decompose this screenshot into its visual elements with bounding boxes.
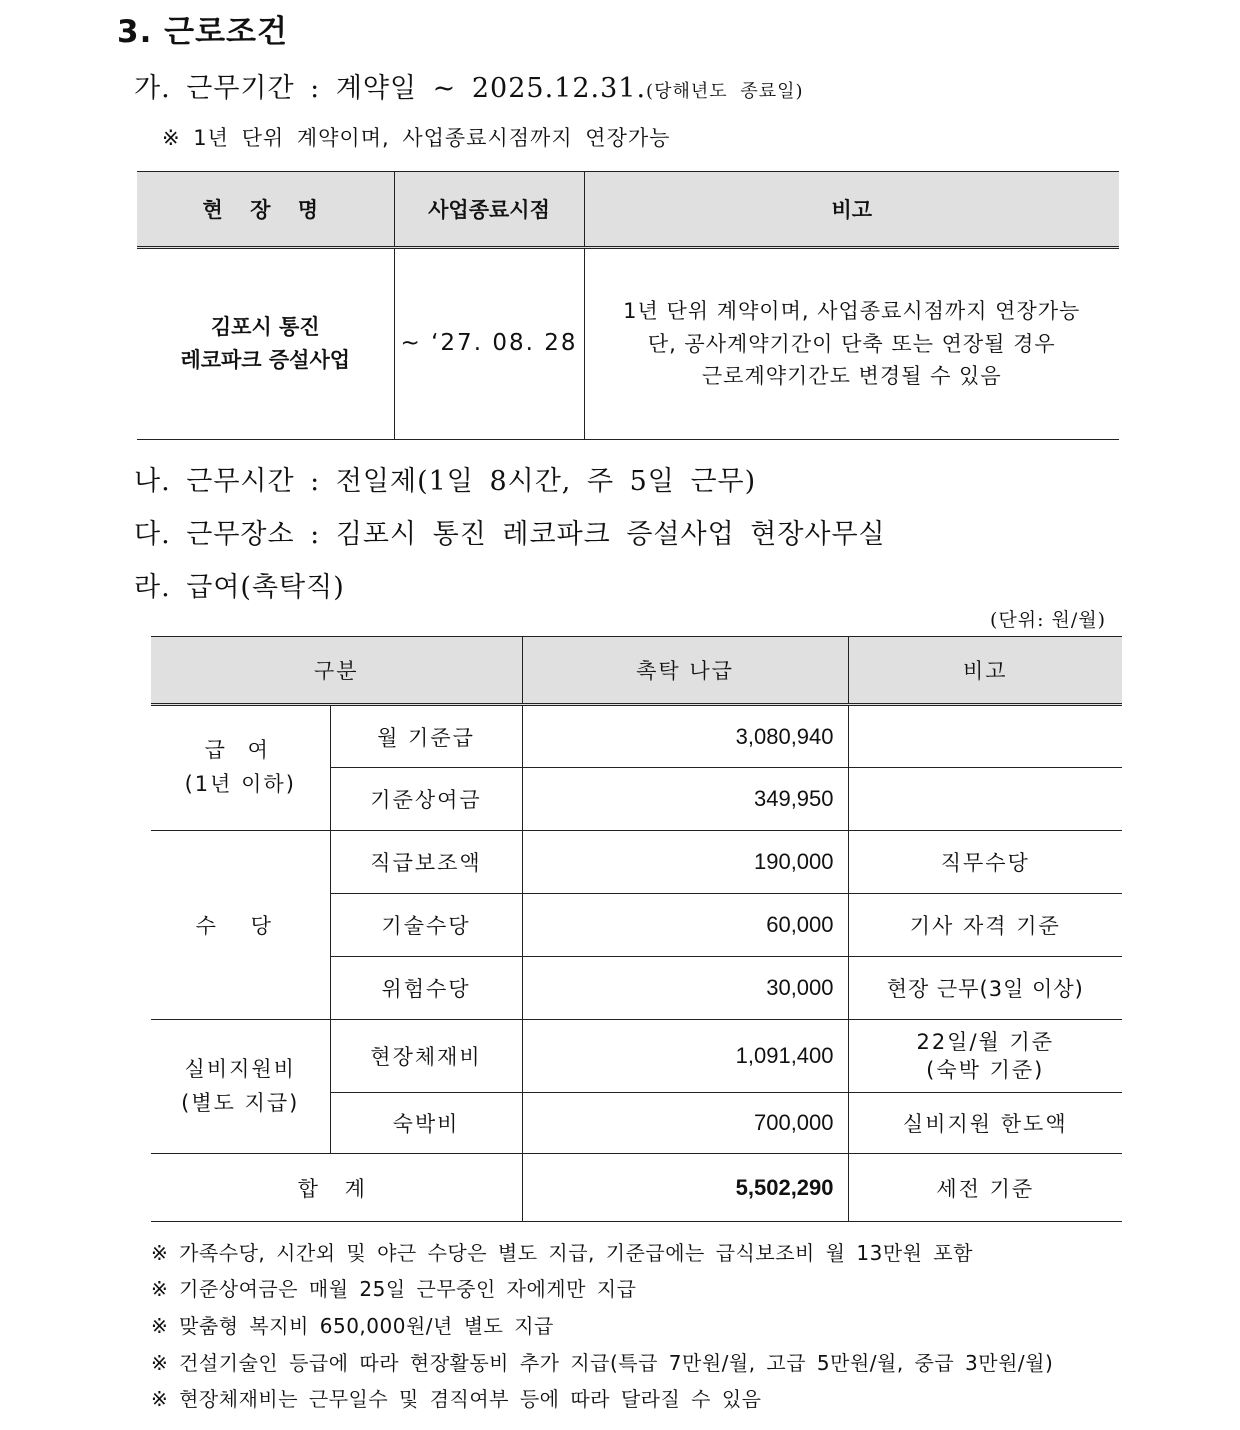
table-row	[151, 705, 1122, 768]
item-grade-subsidy: 직급보조액	[330, 831, 522, 894]
site-table-header	[137, 172, 1119, 248]
item-stay-expense: 현장체재비	[330, 1020, 522, 1093]
group-salary-sub: (1년 이하)	[184, 772, 296, 796]
group-salary-label: 급 여	[204, 738, 276, 763]
group-salary	[151, 705, 330, 831]
item-lodging: 숙박비	[330, 1093, 522, 1154]
section-heading: 3. 근로조건	[117, 14, 288, 50]
header-remark: 비고	[584, 172, 1119, 248]
item-tech-allowance: 기술수당	[330, 894, 522, 957]
unit-label: (단위: 원/월)	[990, 609, 1107, 631]
header-remark: 비고	[848, 637, 1122, 705]
total-amount: 5,502,290	[522, 1154, 848, 1222]
remark-grade-subsidy: 직무수당	[848, 831, 1122, 894]
amount-grade-subsidy: 190,000	[522, 831, 848, 894]
remark-base-pay	[848, 705, 1122, 768]
item-risk-allowance: 위험수당	[330, 957, 522, 1020]
note-5: ※ 현장체재비는 근무일수 및 겸직여부 등에 따라 달라질 수 있음	[151, 1387, 762, 1411]
note-2: ※ 기준상여금은 매월 25일 근무중인 자에게만 지급	[151, 1277, 637, 1301]
site-name-cell	[137, 248, 394, 440]
end-point-cell: ~ ‘27. 08. 28	[394, 248, 584, 440]
amount-risk-allowance: 30,000	[522, 957, 848, 1020]
group-expense	[151, 1020, 330, 1154]
salary-line: 라. 급여(촉탁직)	[134, 572, 345, 603]
note-4: ※ 건설기술인 등급에 따라 현장활동비 추가 지급(특급 7만원/월, 고급 5만원/월, 중급 3만원/월)	[151, 1351, 1054, 1375]
total-label: 합 계	[151, 1154, 522, 1222]
remark-cell	[584, 248, 1119, 440]
work-place-line: 다. 근무장소 : 김포시 통진 레코파크 증설사업 현장사무실	[134, 519, 886, 550]
work-hours-line: 나. 근무시간 : 전일제(1일 8시간, 주 5일 근무)	[134, 466, 757, 497]
group-expense-sub: (별도 지급)	[181, 1090, 300, 1115]
total-row	[151, 1154, 1122, 1222]
work-period-note: ※ 1년 단위 계약이며, 사업종료시점까지 연장가능	[162, 126, 671, 150]
remark-tech-allowance: 기사 자격 기준	[848, 894, 1122, 957]
remark-stay-expense	[848, 1020, 1122, 1093]
note-3: ※ 맞춤형 복지비 650,000원/년 별도 지급	[151, 1314, 554, 1338]
remark-lodging: 실비지원 한도액	[848, 1093, 1122, 1154]
header-site-name: 현 장 명	[137, 172, 394, 248]
group-expense-label: 실비지원비	[184, 1056, 296, 1081]
note-1: ※ 가족수당, 시간외 및 야근 수당은 별도 지급, 기준급에는 급식보조비 월 13만원 포함	[151, 1241, 973, 1265]
header-category: 구분	[151, 637, 522, 705]
site-name-line1: 김포시 통진	[210, 315, 320, 340]
item-bonus: 기준상여금	[330, 768, 522, 831]
remark-line3: 근로계약기간도 변경될 수 있음	[701, 364, 1002, 389]
remark-bonus	[848, 768, 1122, 831]
salary-table	[151, 636, 1122, 1222]
site-table	[137, 171, 1119, 440]
remark-line2: 단, 공사계약기간이 단축 또는 연장될 경우	[647, 331, 1056, 356]
header-end-point: 사업종료시점	[394, 172, 584, 248]
remark-line1: 1년 단위 계약이며, 사업종료시점까지 연장가능	[623, 299, 1081, 324]
amount-stay-expense: 1,091,400	[522, 1020, 848, 1093]
amount-tech-allowance: 60,000	[522, 894, 848, 957]
work-period-text: 가. 근무기간 : 계약일 ~ 2025.12.31.	[134, 73, 647, 104]
work-period-line	[134, 66, 804, 105]
site-name-line2: 레코파크 증설사업	[180, 348, 351, 372]
remark-stay-expense-line2: (숙박 기준)	[926, 1058, 1045, 1082]
amount-bonus: 349,950	[522, 768, 848, 831]
table-row	[151, 1020, 1122, 1093]
item-base-pay: 월 기준급	[330, 705, 522, 768]
remark-risk-allowance: 현장 근무(3일 이상)	[848, 957, 1122, 1020]
salary-table-header	[151, 637, 1122, 705]
header-grade: 촉탁 나급	[522, 637, 848, 705]
amount-base-pay: 3,080,940	[522, 705, 848, 768]
site-table-row	[137, 248, 1119, 440]
work-period-paren: (당해년도 종료일)	[646, 81, 804, 102]
total-remark: 세전 기준	[848, 1154, 1122, 1222]
amount-lodging: 700,000	[522, 1093, 848, 1154]
group-allowance: 수 당	[151, 831, 330, 1020]
remark-stay-expense-line1: 22일/월 기준	[916, 1029, 1055, 1054]
table-row	[151, 831, 1122, 894]
